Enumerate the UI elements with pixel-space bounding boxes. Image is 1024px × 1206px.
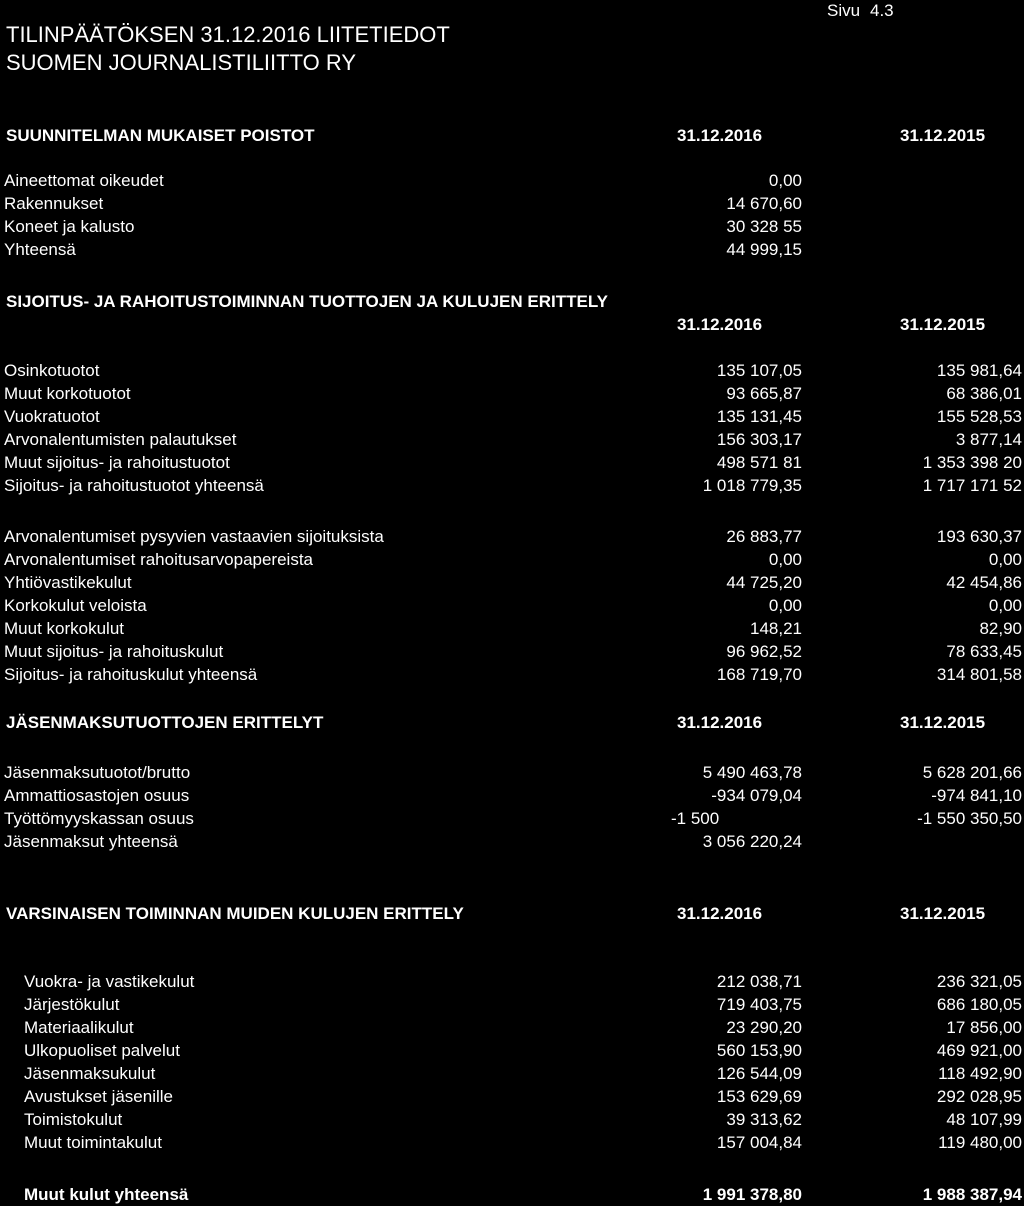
document-title: TILINPÄÄTÖKSEN 31.12.2016 LIITETIEDOT	[6, 22, 450, 47]
value-2016: 135 107,05	[716, 361, 802, 380]
value-2016: 135 131,45	[716, 407, 802, 426]
table-row	[0, 663, 1024, 686]
value-2015: 236 321,05	[936, 972, 1022, 991]
row-label: Rakennukset	[4, 194, 104, 213]
value-2015: 68 386,01	[946, 384, 1022, 403]
table-row	[0, 594, 1024, 617]
table-row	[0, 761, 1024, 784]
value-2015: 5 628 201,66	[922, 763, 1022, 782]
value-2016: 0,00	[768, 171, 802, 190]
row-label: Aineettomat oikeudet	[4, 171, 164, 190]
table-row	[0, 830, 1024, 853]
table-row	[0, 1062, 1024, 1085]
value-2016: 212 038,71	[716, 972, 802, 991]
value-2015: 119 480,00	[938, 1133, 1022, 1152]
column-header-2015: 31.12.2015	[900, 315, 986, 334]
column-header-2016: 31.12.2016	[677, 713, 763, 732]
value-2016: 153 629,69	[716, 1087, 802, 1106]
table-row	[0, 525, 1024, 548]
table-row	[0, 382, 1024, 405]
value-2015: 1 988 387,94	[922, 1185, 1022, 1204]
value-2015: 1 717 171 52	[922, 476, 1022, 495]
table-row	[0, 215, 1024, 238]
value-2016: 26 883,77	[726, 527, 802, 546]
row-label: Arvonalentumisten palautukset	[4, 430, 237, 449]
value-2015: 3 877,14	[955, 430, 1022, 449]
value-2016: 156 303,17	[716, 430, 802, 449]
row-label: Arvonalentumiset pysyvien vastaavien sijoituksista	[4, 527, 384, 546]
row-label: Jäsenmaksut yhteensä	[4, 832, 178, 851]
column-header-2015: 31.12.2015	[900, 904, 986, 923]
section-title-sijoitus: SIJOITUS- JA RAHOITUSTOIMINNAN TUOTTOJEN JA KULUJEN ERITTELY	[6, 292, 608, 311]
section-title-muut-kulut: VARSINAISEN TOIMINNAN MUIDEN KULUJEN ERITTELY	[6, 904, 464, 923]
row-label: Ulkopuoliset palvelut	[24, 1041, 180, 1060]
value-2016: 157 004,84	[716, 1133, 802, 1152]
table-row	[0, 784, 1024, 807]
section-title-poistot: SUUNNITELMAN MUKAISET POISTOT	[6, 126, 315, 145]
table-row	[0, 640, 1024, 663]
value-2016: 44 725,20	[726, 573, 802, 592]
value-2015: 1 353 398 20	[922, 453, 1022, 472]
value-2015: 314 801,58	[936, 665, 1022, 684]
value-2016: 30 328 55	[726, 217, 802, 236]
table-row	[0, 617, 1024, 640]
section-title-jasenmaksut: JÄSENMAKSUTUOTTOJEN ERITTELYT	[6, 713, 324, 732]
row-label: Koneet ja kalusto	[4, 217, 135, 236]
table-row	[0, 238, 1024, 261]
value-2016: -1 500	[671, 809, 720, 828]
value-2016: 3 056 220,24	[702, 832, 802, 851]
value-2016: 168 719,70	[716, 665, 802, 684]
row-label: Muut sijoitus- ja rahoituskulut	[4, 642, 224, 661]
value-2016: 23 290,20	[726, 1018, 802, 1037]
value-2016: 14 670,60	[726, 194, 802, 213]
value-2015: 78 633,45	[946, 642, 1022, 661]
table-row	[0, 359, 1024, 382]
value-2016: 1 018 779,35	[702, 476, 802, 495]
table-row	[0, 1183, 1024, 1206]
value-2016: 39 313,62	[726, 1110, 802, 1129]
value-2016: 5 490 463,78	[702, 763, 802, 782]
row-label: Jäsenmaksukulut	[24, 1064, 156, 1083]
table-row	[0, 428, 1024, 451]
column-header-2015: 31.12.2015	[900, 126, 986, 145]
value-2015: -974 841,10	[931, 786, 1022, 805]
row-label: Toimistokulut	[24, 1110, 123, 1129]
column-header-2015: 31.12.2015	[900, 713, 986, 732]
value-2015: 17 856,00	[946, 1018, 1022, 1037]
row-label: Sijoitus- ja rahoituskulut yhteensä	[4, 665, 258, 684]
column-header-2016: 31.12.2016	[677, 315, 763, 334]
row-label: Vuokra- ja vastikekulut	[24, 972, 195, 991]
value-2015: 469 921,00	[936, 1041, 1022, 1060]
value-2015: 0,00	[988, 550, 1022, 569]
table-row	[0, 970, 1024, 993]
value-2015: 42 454,86	[946, 573, 1022, 592]
row-label: Materiaalikulut	[24, 1018, 134, 1037]
table-row	[0, 451, 1024, 474]
row-label: Osinkotuotot	[4, 361, 100, 380]
value-2015: 135 981,64	[936, 361, 1022, 380]
value-2015: -1 550 350,50	[917, 809, 1022, 828]
value-2016: 560 153,90	[716, 1041, 802, 1060]
row-label: Jäsenmaksutuotot/brutto	[4, 763, 191, 782]
table-row	[0, 405, 1024, 428]
row-label: Järjestökulut	[24, 995, 120, 1014]
row-label: Muut sijoitus- ja rahoitustuotot	[4, 453, 230, 472]
table-row	[0, 1016, 1024, 1039]
row-label: Muut toimintakulut	[24, 1133, 162, 1152]
value-2016: 148,21	[750, 619, 802, 638]
row-label: Yhtiövastikekulut	[4, 573, 132, 592]
value-2016: 126 544,09	[716, 1064, 802, 1083]
page-number: 4.3	[870, 1, 894, 20]
row-label: Ammattiosastojen osuus	[4, 786, 190, 805]
table-row	[0, 1085, 1024, 1108]
table-row	[0, 1131, 1024, 1154]
value-2016: 44 999,15	[726, 240, 802, 259]
row-label: Avustukset jäsenille	[24, 1087, 173, 1106]
row-label: Yhteensä	[4, 240, 76, 259]
value-2015: 193 630,37	[936, 527, 1022, 546]
table-row	[0, 474, 1024, 497]
column-header-2016: 31.12.2016	[677, 126, 763, 145]
row-label: Korkokulut veloista	[4, 596, 147, 615]
table-row	[0, 1039, 1024, 1062]
value-2015: 82,90	[979, 619, 1022, 638]
value-2015: 292 028,95	[936, 1087, 1022, 1106]
table-row	[0, 807, 1024, 830]
value-2015: 686 180,05	[936, 995, 1022, 1014]
value-2016: 1 991 378,80	[702, 1185, 802, 1204]
table-row	[0, 1108, 1024, 1131]
row-label: Työttömyyskassan osuus	[4, 809, 194, 828]
organization-name: SUOMEN JOURNALISTILIITTO RY	[6, 50, 357, 75]
row-label: Vuokratuotot	[4, 407, 100, 426]
value-2016: 498 571 81	[716, 453, 802, 472]
value-2015: 118 492,90	[938, 1064, 1022, 1083]
value-2015: 0,00	[988, 596, 1022, 615]
value-2015: 48 107,99	[946, 1110, 1022, 1129]
value-2016: 93 665,87	[726, 384, 802, 403]
table-row	[0, 192, 1024, 215]
value-2016: -934 079,04	[711, 786, 802, 805]
table-row	[0, 571, 1024, 594]
page-label: Sivu	[827, 1, 861, 20]
table-row	[0, 169, 1024, 192]
row-label: Muut kulut yhteensä	[24, 1185, 189, 1204]
row-label: Arvonalentumiset rahoitusarvopapereista	[4, 550, 314, 569]
column-header-2016: 31.12.2016	[677, 904, 763, 923]
table-row	[0, 993, 1024, 1016]
table-row	[0, 548, 1024, 571]
value-2015: 155 528,53	[936, 407, 1022, 426]
row-label: Sijoitus- ja rahoitustuotot yhteensä	[4, 476, 264, 495]
value-2016: 96 962,52	[726, 642, 802, 661]
value-2016: 719 403,75	[716, 995, 802, 1014]
value-2016: 0,00	[768, 596, 802, 615]
row-label: Muut korkotuotot	[4, 384, 131, 403]
value-2016: 0,00	[768, 550, 802, 569]
row-label: Muut korkokulut	[4, 619, 124, 638]
